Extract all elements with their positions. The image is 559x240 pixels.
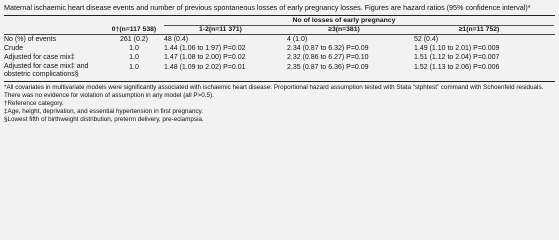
table-row [4,53,555,62]
bottom-rule [4,81,555,82]
column-header-1-plus: ≥1(n=11 752) [458,26,500,33]
table-cell: 261 (0.2) [119,36,149,43]
table-row [4,44,555,53]
table-cell: 1.49 (1.10 to 2.01) P=0.009 [414,45,500,53]
row-label: No (%) of events [4,36,57,43]
table-cell: 1.0 [129,63,139,71]
row-label: Adjusted for case mix‡ [4,54,75,62]
column-header-3-plus: ≥3(n=381) [328,26,360,33]
table-cell: 1.0 [129,45,139,53]
table-row [4,35,555,44]
table-cell: 1.44 (1.06 to 1.97) P=0.02 [164,45,246,53]
row-label: Adjusted for case mix‡ and obstetric complications§ [4,62,89,78]
column-header-1-2: 1-2(n=11 371) [199,26,242,33]
group-header: No of losses of early pregnancy [292,17,396,24]
table-cell: 2.32 (0.86 to 6.27) P=0.10 [287,54,369,62]
table-cell: 1.52 (1.13 to 2.06) P=0.006 [414,63,500,71]
table-cell: 1.0 [129,54,139,62]
row-label: Crude [4,45,24,53]
header-row [4,16,555,34]
footnotes [4,84,555,125]
hazard-ratio-table [4,15,555,82]
footnote: †Reference category. [4,99,64,107]
footnote: *All covariates in multivariate models were significantly associated with ischaemic heart disease. Proportional hazard assumption tested with Stata “stphtest” command with Schoenfeld residuals. There was no evidence for violation of assumption in any model (all P>0.5). [4,83,544,99]
table-cell: 2.35 (0.87 to 6.36) P=0.09 [287,63,369,71]
column-header-reference: 0†(n=117 538) [111,26,157,33]
table-cell: 1.51 (1.12 to 2.04) P=0.007 [414,54,500,62]
footnote: ‡Age, height, deprivation, and essential hypertension in first pregnancy. [4,108,204,116]
table-cell: 48 (0.4) [164,36,189,43]
table-row [4,63,555,81]
table-cell: 4 (1.0) [287,36,308,43]
footnote: §Lowest fifth of birthweight distribution, preterm delivery, pre-eclampsia. [4,116,204,124]
table-cell: 2.34 (0.87 to 6.32) P=0.09 [287,45,369,53]
table-cell: 1.47 (1.08 to 2.00) P=0.02 [164,54,246,62]
table-cell: 1.48 (1.09 to 2.02) P=0.01 [164,63,246,71]
table-caption: Maternal ischaemic heart disease events and number of previous spontaneous losses of early pregnancy losses. Figures are hazard ratios (95% confidence interval)* [4,3,531,12]
table-cell: 52 (0.4) [414,36,439,43]
